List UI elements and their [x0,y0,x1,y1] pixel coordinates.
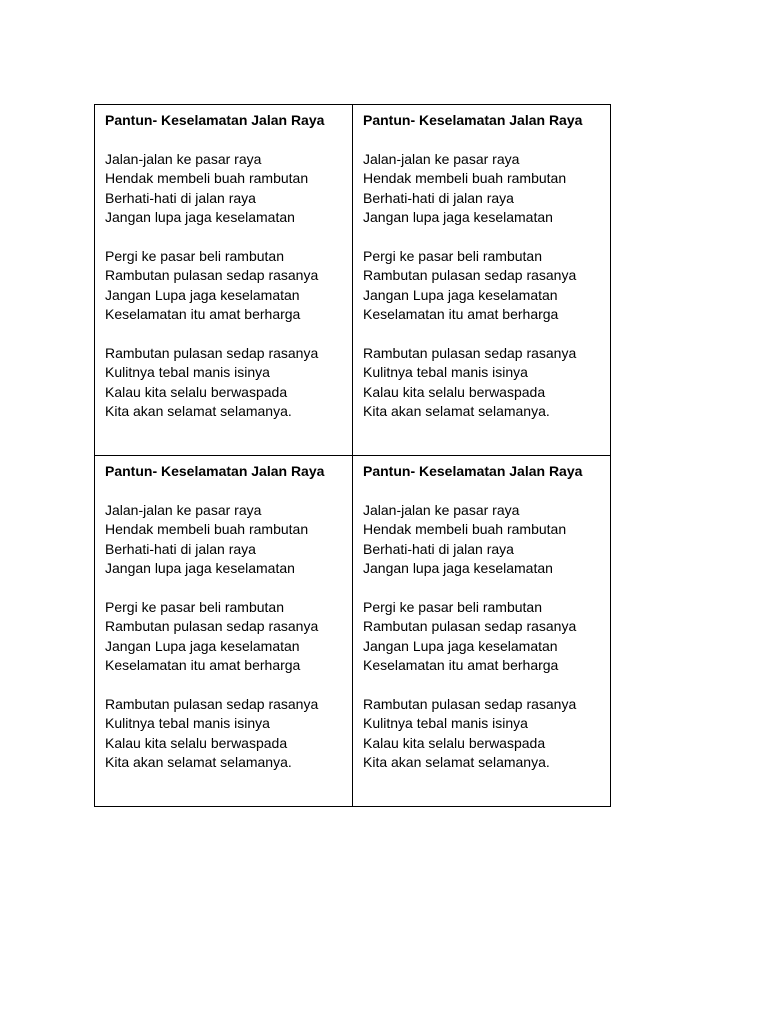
verse-line: Hendak membeli buah rambutan [363,170,567,187]
verse-line: Jalan-jalan ke pasar raya [363,501,520,518]
verse-line: Keselamatan itu amat berharga [363,306,559,323]
verse-line: Berhati-hati di jalan raya [105,189,256,206]
verse-line: Kalau kita selalu berwaspada [105,383,288,400]
pantun-card [95,105,353,456]
verse-line: Kulitnya tebal manis isinya [105,364,270,381]
verse-line: Rambutan pulasan sedap rasanya [105,344,319,361]
pantun-card [95,456,353,806]
verse-line: Jangan lupa jaga keselamatan [105,209,295,226]
verse-line: Rambutan pulasan sedap rasanya [363,618,577,635]
pantun-stanza [105,598,344,676]
pantun-stanza [363,598,602,676]
verse-line: Jangan Lupa jaga keselamatan [105,286,300,303]
verse-line: Hendak membeli buah rambutan [105,521,309,538]
pantun-stanza [105,501,344,579]
pantun-stanza [363,344,602,422]
verse-line: Jangan lupa jaga keselamatan [363,209,553,226]
pantun-stanza [363,695,602,773]
verse-line: Rambutan pulasan sedap rasanya [363,267,577,284]
verse-line: Berhati-hati di jalan raya [105,540,256,557]
verse-line: Hendak membeli buah rambutan [363,521,567,538]
verse-line: Berhati-hati di jalan raya [363,189,514,206]
verse-line: Kulitnya tebal manis isinya [363,364,528,381]
verse-line: Pergi ke pasar beli rambutan [105,247,284,264]
card-title: Pantun- Keselamatan Jalan Raya [363,112,583,128]
verse-line: Kita akan selamat selamanya. [363,403,550,420]
pantun-stanza [105,150,344,228]
verse-line: Kalau kita selalu berwaspada [105,734,288,751]
verse-line: Pergi ke pasar beli rambutan [363,598,542,615]
pantun-stanza [105,695,344,773]
verse-line: Kita akan selamat selamanya. [105,754,292,771]
verse-line: Rambutan pulasan sedap rasanya [105,695,319,712]
verse-line: Jangan Lupa jaga keselamatan [363,286,558,303]
verse-line: Hendak membeli buah rambutan [105,170,309,187]
card-title: Pantun- Keselamatan Jalan Raya [105,112,325,128]
pantun-card [353,105,610,456]
pantun-stanza [105,344,344,422]
verse-line: Jangan Lupa jaga keselamatan [105,637,300,654]
verse-line: Jangan Lupa jaga keselamatan [363,637,558,654]
verse-line: Pergi ke pasar beli rambutan [105,598,284,615]
verse-line: Pergi ke pasar beli rambutan [363,247,542,264]
verse-line: Jangan lupa jaga keselamatan [363,560,553,577]
verse-line: Kalau kita selalu berwaspada [363,383,546,400]
pantun-table [94,104,611,807]
verse-line: Kita akan selamat selamanya. [363,754,550,771]
verse-line: Rambutan pulasan sedap rasanya [105,267,319,284]
verse-line: Keselamatan itu amat berharga [105,306,301,323]
verse-line: Jalan-jalan ke pasar raya [105,150,262,167]
card-title: Pantun- Keselamatan Jalan Raya [363,463,583,479]
verse-line: Jalan-jalan ke pasar raya [105,501,262,518]
verse-line: Rambutan pulasan sedap rasanya [363,344,577,361]
verse-line: Keselamatan itu amat berharga [105,657,301,674]
verse-line: Jalan-jalan ke pasar raya [363,150,520,167]
pantun-stanza [363,150,602,228]
pantun-stanza [105,247,344,325]
verse-line: Berhati-hati di jalan raya [363,540,514,557]
verse-line: Jangan lupa jaga keselamatan [105,560,295,577]
verse-line: Rambutan pulasan sedap rasanya [105,618,319,635]
card-title: Pantun- Keselamatan Jalan Raya [105,463,325,479]
pantun-stanza [363,247,602,325]
pantun-stanza [363,501,602,579]
pantun-card [353,456,610,806]
verse-line: Kalau kita selalu berwaspada [363,734,546,751]
verse-line: Rambutan pulasan sedap rasanya [363,695,577,712]
verse-line: Kulitnya tebal manis isinya [105,715,270,732]
verse-line: Kulitnya tebal manis isinya [363,715,528,732]
verse-line: Kita akan selamat selamanya. [105,403,292,420]
verse-line: Keselamatan itu amat berharga [363,657,559,674]
